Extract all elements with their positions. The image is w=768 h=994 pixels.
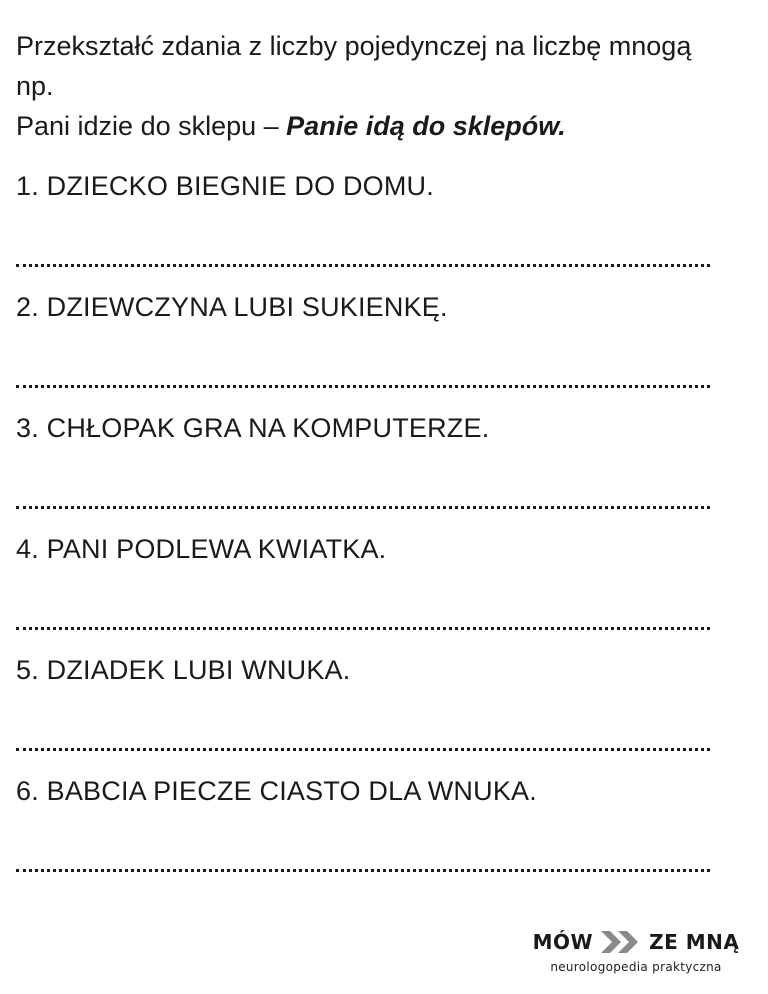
logo-tagline: neurologopedia praktyczna — [550, 960, 722, 974]
item-number: 2. — [16, 292, 39, 322]
exercise-sentence — [16, 408, 716, 448]
exercise-item-1 — [16, 166, 716, 267]
item-text: DZIADEK LUBI WNUKA. — [46, 655, 351, 685]
answer-line[interactable] — [16, 728, 710, 751]
item-text: PANI PODLEWA KWIATKA. — [46, 534, 387, 564]
exercise-sentence — [16, 166, 716, 206]
item-text: BABCIA PIECZE CIASTO DLA WNUKA. — [46, 776, 537, 806]
instruction-text: Przekształć zdania z liczby pojedynczej na liczbę mnogą np. — [16, 31, 692, 101]
exercise-item-3 — [16, 408, 716, 509]
exercise-sentence — [16, 650, 716, 690]
exercise-item-6 — [16, 771, 716, 872]
item-number: 4. — [16, 534, 39, 564]
worksheet — [16, 26, 716, 872]
item-text: DZIECKO BIEGNIE DO DOMU. — [46, 171, 434, 201]
exercise-sentence — [16, 771, 716, 811]
item-number: 1. — [16, 171, 39, 201]
example-answer: Panie idą do sklepów. — [286, 111, 566, 141]
logo-left-text: MÓW — [532, 930, 594, 954]
example-prefix: Pani idzie do sklepu – — [16, 111, 287, 141]
exercise-item-5 — [16, 650, 716, 751]
logo-right-text: ZE MNĄ — [649, 930, 740, 954]
logo-wordmark — [526, 930, 746, 954]
answer-line[interactable] — [16, 486, 710, 509]
answer-line[interactable] — [16, 365, 710, 388]
item-number: 5. — [16, 655, 39, 685]
exercise-item-2 — [16, 287, 716, 388]
example-sentence — [16, 106, 716, 146]
item-number: 6. — [16, 776, 39, 806]
exercise-sentence — [16, 287, 716, 327]
double-chevron-right-icon — [601, 931, 641, 953]
item-text: CHŁOPAK GRA NA KOMPUTERZE. — [46, 413, 490, 443]
brand-logo — [526, 930, 746, 974]
exercise-item-4 — [16, 529, 716, 630]
answer-line[interactable] — [16, 244, 710, 267]
answer-line[interactable] — [16, 849, 710, 872]
answer-line[interactable] — [16, 607, 710, 630]
item-number: 3. — [16, 413, 39, 443]
exercise-sentence — [16, 529, 716, 569]
item-text: DZIEWCZYNA LUBI SUKIENKĘ. — [46, 292, 448, 322]
